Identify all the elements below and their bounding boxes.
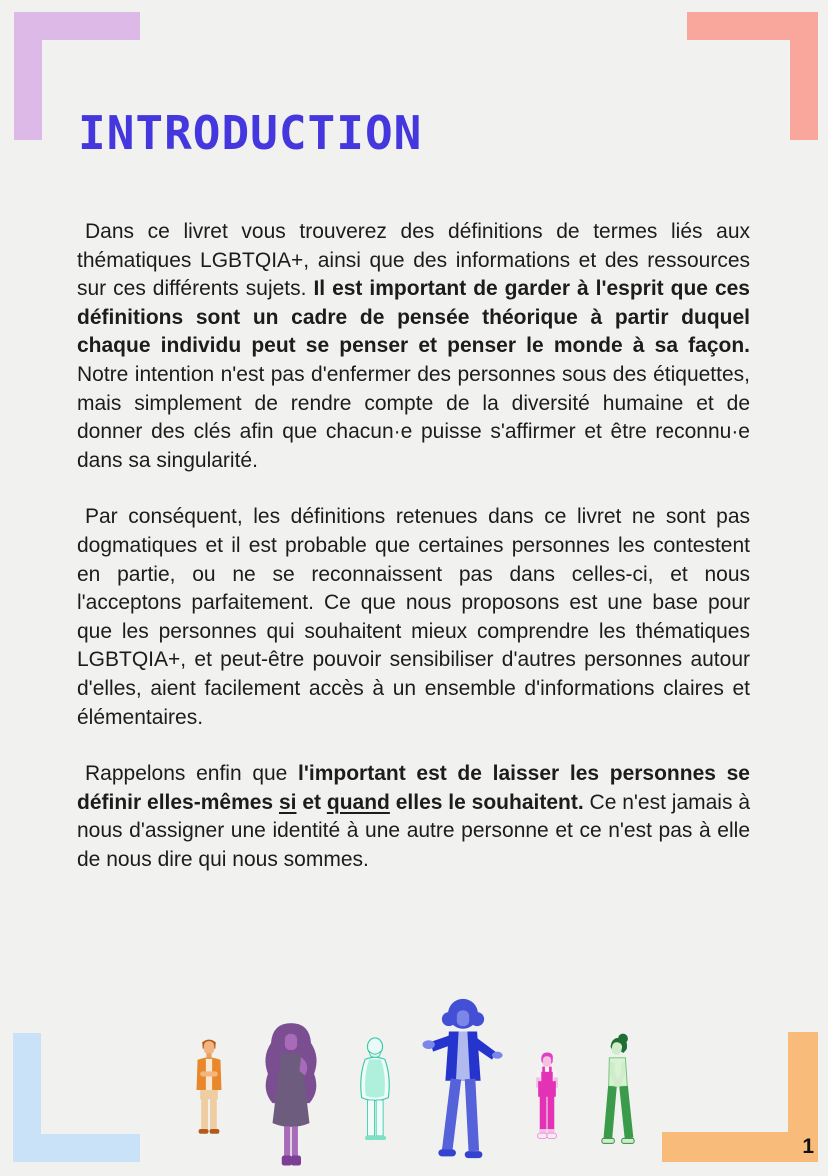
person-purple-illustration [249,1020,333,1174]
bracket-arm-horizontal [662,1132,818,1162]
paragraph [77,503,750,732]
bracket-arm-horizontal [14,12,140,40]
page-title: INTRODUCTION [78,106,423,160]
people-illustration [183,998,649,1174]
bracket-arm-horizontal [687,12,818,40]
text-segment: Par conséquent, les définitions retenues dans ce livret ne sont pas dogmatiques et il est probable que certaines personnes les contestent en partie, ou ne se reconnaissent pas dans celles-ci, et nous l'acceptons parfaitement. Ce que nous proposons est une base pour que les personnes qui souhaitent mieux comprendre les thématiques LGBTQIA+, et peut-être pouvoir sensibiliser d'autres personnes autour d'elles, aient facilement accès à un ensemble d'informations claires et élémentaires. [77,505,750,729]
page-number: 1 [802,1135,814,1158]
text-segment: quand [326,790,390,814]
text-segment: elles le souhaitent. [389,790,584,814]
text-segment: l'important est de laisser les personnes se définir elles-mêmes [77,762,750,814]
paragraph [77,760,750,874]
paragraph [77,218,750,475]
text-segment: Il est important de garder à l'esprit que ces définitions sont un cadre de pensée théorique à partir duquel chaque individu peut se penser et penser le monde à sa façon. [77,277,750,358]
body-text [77,218,750,902]
text-segment: Dans ce livret vous trouverez des définitions de termes liés aux thématiques LGBTQIA+, ainsi que des informations et des ressources sur ces différents sujets. [77,220,750,301]
person-green-illustration [587,1016,649,1174]
text-segment: Rappelons enfin que [85,762,299,786]
bracket-arm-horizontal [13,1134,140,1162]
person-cyan-illustration [346,1012,404,1174]
text-segment: si [278,790,297,814]
corner-bracket-bottom-left [13,1033,140,1162]
corner-bracket-top-right [687,12,818,140]
person-orange-illustration [183,1004,235,1174]
person-pink-illustration [521,1032,573,1174]
corner-bracket-bottom-right [662,1032,818,1162]
person-blue-illustration [418,998,508,1174]
text-segment: Ce n'est jamais à nous d'assigner une identité à une autre personne et ce n'est pas à elle de nous dire qui nous sommes. [77,790,751,871]
text-segment: Notre intention n'est pas d'enfermer des personnes sous des étiquettes, mais simplement de rendre compte de la diversité humaine et de donner des clés afin que chacun·e puisse s'affirmer et être reconnu·e dans sa singularité. [77,362,750,472]
text-segment: et [296,790,327,814]
